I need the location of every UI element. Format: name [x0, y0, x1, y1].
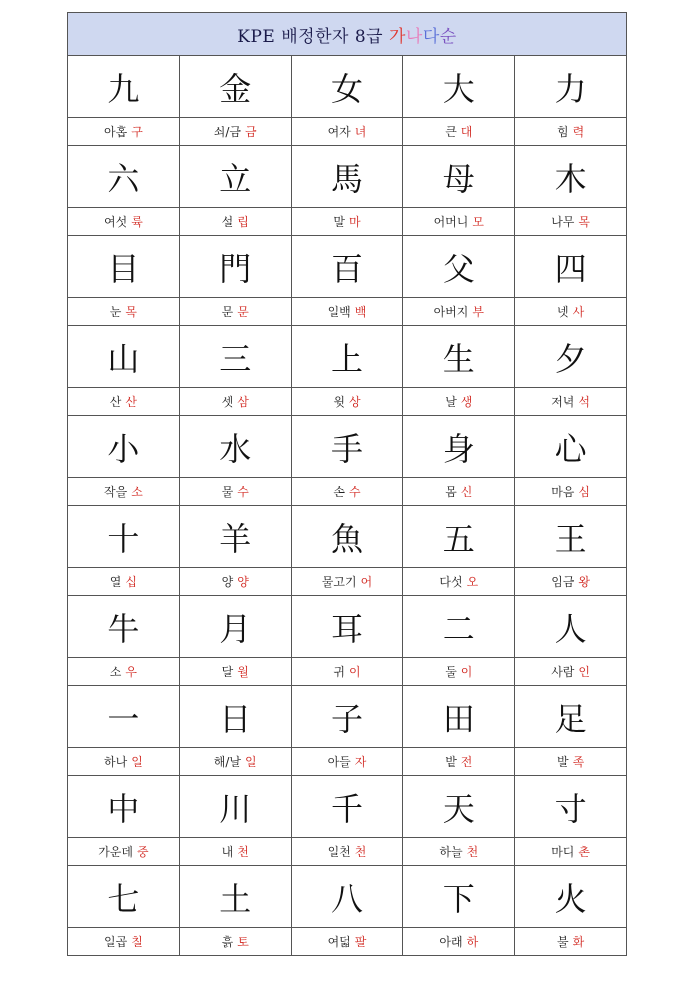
- hanja-character: 月: [179, 596, 291, 658]
- meaning-text: 나무: [551, 215, 575, 229]
- meaning-text: 발: [557, 755, 569, 769]
- hanja-reading: [515, 928, 627, 956]
- meaning-text: 아버지: [433, 305, 469, 319]
- sound-text: 삼: [237, 395, 249, 409]
- meaning-text: 저녁: [551, 395, 575, 409]
- hanja-character: 天: [403, 776, 515, 838]
- sound-text: 중: [136, 845, 149, 859]
- hanja-character: 立: [179, 146, 291, 208]
- meaning-text: 일곱: [104, 935, 128, 949]
- sound-text: 소: [131, 485, 143, 499]
- meaning-text: 사람: [551, 665, 575, 679]
- hanja-reading: [515, 118, 627, 146]
- hanja-character: 五: [403, 506, 515, 568]
- hanja-character: 土: [179, 866, 291, 928]
- hanja-reading: [403, 568, 515, 596]
- meaning-text: 윗: [333, 395, 345, 409]
- sound-text: 전: [460, 755, 473, 769]
- hanja-character: 子: [291, 686, 403, 748]
- hanja-character: 夕: [515, 326, 627, 388]
- meaning-text: 마음: [551, 485, 575, 499]
- hanja-reading: [403, 298, 515, 326]
- meaning-text: 산: [109, 395, 122, 409]
- meaning-row: [68, 658, 627, 686]
- meaning-text: 양: [221, 575, 234, 589]
- title-sun: 순: [439, 26, 457, 47]
- hanja-table: [67, 12, 627, 956]
- hanja-character: 下: [403, 866, 515, 928]
- hanja-character: 水: [179, 416, 291, 478]
- meaning-row: [68, 478, 627, 506]
- hanja-character: 六: [68, 146, 180, 208]
- sound-text: 오: [466, 575, 479, 589]
- sound-text: 일: [131, 755, 143, 769]
- sound-text: 천: [237, 845, 249, 859]
- hanja-reading: [515, 208, 627, 236]
- hanja-reading: [515, 658, 627, 686]
- meaning-row: [68, 748, 627, 776]
- hanja-reading: [68, 118, 180, 146]
- meaning-text: 쇠/금: [213, 125, 242, 139]
- meaning-text: 몸: [445, 485, 457, 499]
- sound-text: 수: [348, 485, 361, 499]
- hanja-reading: [515, 478, 627, 506]
- hanja-reading: [291, 748, 403, 776]
- meaning-text: 귀: [333, 665, 345, 679]
- hanja-row: [68, 596, 627, 658]
- hanja-character: 耳: [291, 596, 403, 658]
- hanja-character: 日: [179, 686, 291, 748]
- hanja-character: 馬: [291, 146, 403, 208]
- sound-text: 족: [572, 755, 585, 769]
- hanja-character: 力: [515, 56, 627, 118]
- hanja-character: 十: [68, 506, 180, 568]
- hanja-reading: [179, 298, 291, 326]
- hanja-reading: [291, 208, 403, 236]
- hanja-character: 火: [515, 866, 627, 928]
- hanja-reading: [403, 388, 515, 416]
- meaning-row: [68, 568, 627, 596]
- meaning-text: 아래: [439, 935, 463, 949]
- hanja-reading: [179, 478, 291, 506]
- hanja-reading: [515, 568, 627, 596]
- meaning-text: 하나: [104, 755, 128, 769]
- hanja-character: 川: [179, 776, 291, 838]
- hanja-reading: [179, 568, 291, 596]
- meaning-text: 임금: [551, 575, 575, 589]
- hanja-reading: [515, 748, 627, 776]
- hanja-row: [68, 776, 627, 838]
- hanja-character: 木: [515, 146, 627, 208]
- meaning-text: 힘: [557, 125, 569, 139]
- hanja-reading: [68, 658, 180, 686]
- sound-text: 하: [466, 935, 479, 949]
- hanja-character: 目: [68, 236, 180, 298]
- meaning-row: [68, 388, 627, 416]
- hanja-character: 手: [291, 416, 403, 478]
- sound-text: 심: [578, 485, 590, 499]
- hanja-reading: [68, 298, 180, 326]
- meaning-text: 큰: [445, 125, 457, 139]
- sound-text: 자: [354, 755, 367, 769]
- hanja-reading: [68, 478, 180, 506]
- sound-text: 백: [354, 305, 367, 319]
- meaning-text: 설: [221, 215, 234, 229]
- hanja-character: 足: [515, 686, 627, 748]
- hanja-reading: [291, 568, 403, 596]
- sound-text: 산: [125, 395, 137, 409]
- meaning-text: 일백: [327, 305, 351, 319]
- sound-text: 마: [348, 215, 361, 229]
- meaning-text: 다섯: [439, 575, 463, 589]
- meaning-text: 넷: [557, 305, 569, 319]
- hanja-reading: [291, 928, 403, 956]
- sound-text: 일: [245, 755, 257, 769]
- hanja-reading: [291, 388, 403, 416]
- sound-text: 립: [237, 215, 249, 229]
- sound-text: 양: [237, 575, 249, 589]
- hanja-character: 中: [68, 776, 180, 838]
- hanja-reading: [291, 118, 403, 146]
- meaning-text: 날: [445, 395, 457, 409]
- hanja-reading: [403, 748, 515, 776]
- sound-text: 구: [131, 125, 143, 139]
- sound-text: 십: [125, 575, 137, 589]
- sound-text: 문: [237, 305, 249, 319]
- sound-text: 인: [578, 665, 590, 679]
- hanja-reading: [291, 298, 403, 326]
- hanja-row: [68, 56, 627, 118]
- sound-text: 녀: [354, 125, 367, 139]
- page-title: [68, 13, 627, 56]
- sound-text: 사: [572, 305, 585, 319]
- meaning-text: 손: [333, 485, 345, 499]
- sound-text: 신: [460, 485, 473, 499]
- hanja-reading: [68, 388, 180, 416]
- sound-text: 팔: [354, 935, 367, 949]
- hanja-character: 七: [68, 866, 180, 928]
- meaning-text: 소: [109, 665, 122, 679]
- meaning-row: [68, 208, 627, 236]
- meaning-text: 마디: [551, 845, 575, 859]
- hanja-character: 母: [403, 146, 515, 208]
- sound-text: 력: [572, 125, 585, 139]
- sound-text: 천: [466, 845, 479, 859]
- hanja-character: 門: [179, 236, 291, 298]
- meaning-text: 밭: [445, 755, 457, 769]
- hanja-row: [68, 326, 627, 388]
- hanja-reading: [403, 118, 515, 146]
- hanja-reading: [179, 658, 291, 686]
- meaning-text: 여덟: [327, 935, 351, 949]
- meaning-text: 눈: [109, 305, 122, 319]
- meaning-row: [68, 118, 627, 146]
- hanja-reading: [291, 478, 403, 506]
- hanja-reading: [68, 748, 180, 776]
- hanja-character: 大: [403, 56, 515, 118]
- sound-text: 왕: [578, 575, 590, 589]
- meaning-text: 셋: [221, 395, 234, 409]
- title-ga: 가: [388, 26, 406, 47]
- sound-text: 금: [245, 125, 257, 139]
- hanja-row: [68, 686, 627, 748]
- hanja-character: 金: [179, 56, 291, 118]
- meaning-text: 물고기: [321, 575, 357, 589]
- sound-text: 칠: [131, 935, 143, 949]
- meaning-text: 작을: [104, 485, 128, 499]
- hanja-reading: [403, 658, 515, 686]
- sound-text: 이: [460, 665, 473, 679]
- hanja-character: 寸: [515, 776, 627, 838]
- sound-text: 천: [354, 845, 367, 859]
- sound-text: 화: [572, 935, 585, 949]
- hanja-row: [68, 866, 627, 928]
- sound-text: 모: [472, 215, 484, 229]
- title-na: 나: [405, 26, 423, 47]
- hanja-reading: [403, 208, 515, 236]
- hanja-reading: [515, 298, 627, 326]
- hanja-character: 女: [291, 56, 403, 118]
- meaning-text: 문: [221, 305, 234, 319]
- title-prefix: KPE 배정한자 8급: [237, 26, 389, 47]
- sound-text: 상: [348, 395, 361, 409]
- meaning-text: 흙: [221, 935, 234, 949]
- hanja-reading: [179, 748, 291, 776]
- sound-text: 이: [348, 665, 361, 679]
- hanja-character: 人: [515, 596, 627, 658]
- meaning-text: 말: [333, 215, 345, 229]
- sound-text: 륙: [131, 215, 143, 229]
- hanja-character: 田: [403, 686, 515, 748]
- sound-text: 부: [472, 305, 484, 319]
- sound-text: 목: [125, 305, 137, 319]
- hanja-character: 山: [68, 326, 180, 388]
- hanja-row: [68, 146, 627, 208]
- hanja-reading: [403, 838, 515, 866]
- sound-text: 대: [460, 125, 473, 139]
- meaning-text: 불: [557, 935, 569, 949]
- hanja-character: 八: [291, 866, 403, 928]
- hanja-character: 百: [291, 236, 403, 298]
- hanja-row: [68, 416, 627, 478]
- sound-text: 촌: [578, 845, 590, 859]
- hanja-character: 心: [515, 416, 627, 478]
- sound-text: 토: [237, 935, 249, 949]
- title-da: 다: [422, 26, 440, 47]
- hanja-character: 父: [403, 236, 515, 298]
- meaning-row: [68, 928, 627, 956]
- meaning-text: 어머니: [433, 215, 469, 229]
- hanja-row: [68, 236, 627, 298]
- sound-text: 수: [237, 485, 249, 499]
- hanja-reading: [179, 838, 291, 866]
- hanja-character: 四: [515, 236, 627, 298]
- meaning-text: 아홉: [104, 125, 128, 139]
- hanja-character: 二: [403, 596, 515, 658]
- meaning-text: 여섯: [104, 215, 128, 229]
- hanja-character: 身: [403, 416, 515, 478]
- meaning-text: 열: [109, 575, 122, 589]
- hanja-reading: [403, 928, 515, 956]
- hanja-reading: [291, 838, 403, 866]
- sound-text: 어: [360, 575, 373, 589]
- meaning-text: 둘: [445, 665, 457, 679]
- hanja-character: 王: [515, 506, 627, 568]
- hanja-character: 生: [403, 326, 515, 388]
- hanja-reading: [179, 118, 291, 146]
- meaning-text: 물: [221, 485, 234, 499]
- hanja-character: 牛: [68, 596, 180, 658]
- hanja-reading: [68, 208, 180, 236]
- hanja-reading: [179, 208, 291, 236]
- hanja-reading: [403, 478, 515, 506]
- hanja-reading: [179, 928, 291, 956]
- hanja-character: 魚: [291, 506, 403, 568]
- sound-text: 월: [237, 665, 249, 679]
- meaning-row: [68, 298, 627, 326]
- hanja-row: [68, 506, 627, 568]
- meaning-text: 내: [221, 845, 234, 859]
- meaning-row: [68, 838, 627, 866]
- sound-text: 생: [460, 395, 473, 409]
- hanja-character: 羊: [179, 506, 291, 568]
- hanja-character: 九: [68, 56, 180, 118]
- meaning-text: 해/날: [213, 755, 242, 769]
- meaning-text: 가운데: [98, 845, 133, 859]
- hanja-reading: [291, 658, 403, 686]
- meaning-text: 일천: [327, 845, 351, 859]
- hanja-character: 三: [179, 326, 291, 388]
- hanja-reading: [179, 388, 291, 416]
- hanja-character: 小: [68, 416, 180, 478]
- meaning-text: 여자: [327, 125, 351, 139]
- hanja-reading: [515, 838, 627, 866]
- title-row: [68, 13, 627, 56]
- sound-text: 목: [578, 215, 590, 229]
- hanja-character: 一: [68, 686, 180, 748]
- meaning-text: 아들: [327, 755, 351, 769]
- hanja-reading: [515, 388, 627, 416]
- hanja-character: 千: [291, 776, 403, 838]
- hanja-character: 上: [291, 326, 403, 388]
- meaning-text: 달: [221, 665, 234, 679]
- hanja-reading: [68, 838, 180, 866]
- hanja-reading: [68, 928, 180, 956]
- meaning-text: 하늘: [439, 845, 463, 859]
- sound-text: 우: [125, 665, 137, 679]
- sound-text: 석: [578, 395, 590, 409]
- hanja-grid: [68, 56, 627, 956]
- hanja-reading: [68, 568, 180, 596]
